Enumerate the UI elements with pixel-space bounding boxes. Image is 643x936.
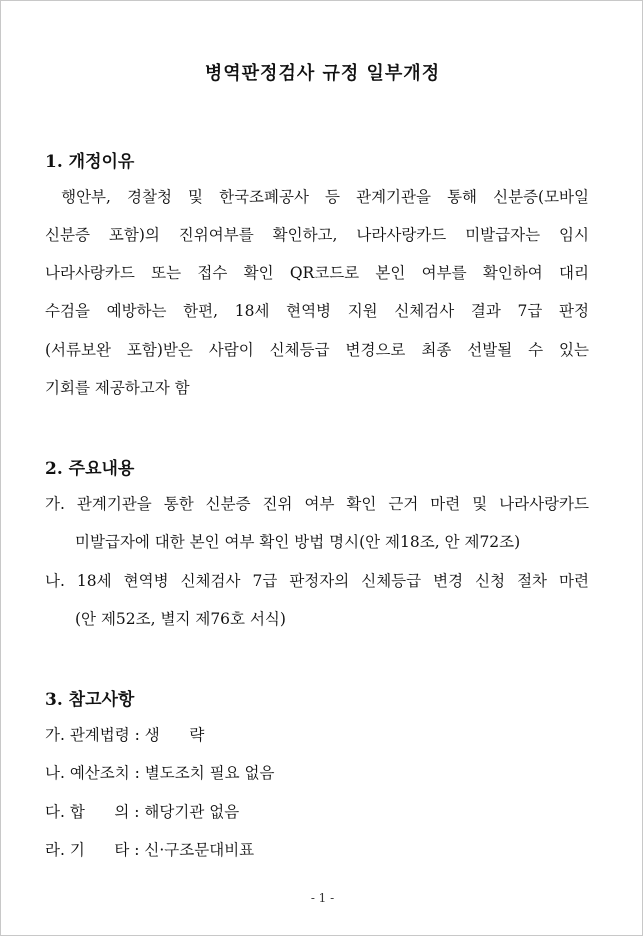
section-1-heading: 1. 개정이유 — [45, 152, 135, 172]
section-2-item-b: 나. 18세 현역병 신체검사 7급 판정자의 신체등급 변경 신청 절차 마련 — [45, 572, 589, 590]
section-3-item: 라. 기 타 : 신·구조문대비표 — [45, 841, 255, 859]
section-1-line: 수검을 예방하는 한편, 18세 현역병 지원 신체검사 결과 7급 판정 — [45, 302, 589, 320]
section-2-item-a-cont: 미발급자에 대한 본인 여부 확인 방법 명시(안 제18조, 안 제72조) — [75, 533, 521, 551]
page-number: - 1 - — [310, 891, 335, 905]
section-1-line: 행안부, 경찰청 및 한국조폐공사 등 관계기관을 통해 신분증(모바일 — [45, 188, 589, 206]
section-2-heading: 2. 주요내용 — [45, 459, 135, 479]
section-1-line: 나라사랑카드 또는 접수 확인 QR코드로 본인 여부를 확인하여 대리 — [45, 264, 589, 282]
section-3-item: 나. 예산조치 : 별도조치 필요 없음 — [45, 764, 275, 782]
section-3-heading: 3. 참고사항 — [45, 690, 135, 710]
section-2-item-b-cont: (안 제52조, 별지 제76호 서식) — [75, 610, 286, 628]
section-3-item: 가. 관계법령 : 생 략 — [45, 726, 205, 744]
section-1-line: (서류보완 포함)받은 사람이 신체등급 변경으로 최종 선발될 수 있는 — [45, 341, 589, 359]
section-3-item: 다. 합 의 : 해당기관 없음 — [45, 803, 240, 821]
section-1-line: 신분증 포함)의 진위여부를 확인하고, 나라사랑카드 미발급자는 임시 — [45, 226, 589, 244]
document-title: 병역판정검사 규정 일부개정 — [204, 63, 441, 84]
section-1-line: 기회를 제공하고자 함 — [45, 379, 190, 397]
section-2-item-a: 가. 관계기관을 통한 신분증 진위 여부 확인 근거 마련 및 나라사랑카드 — [45, 495, 589, 513]
